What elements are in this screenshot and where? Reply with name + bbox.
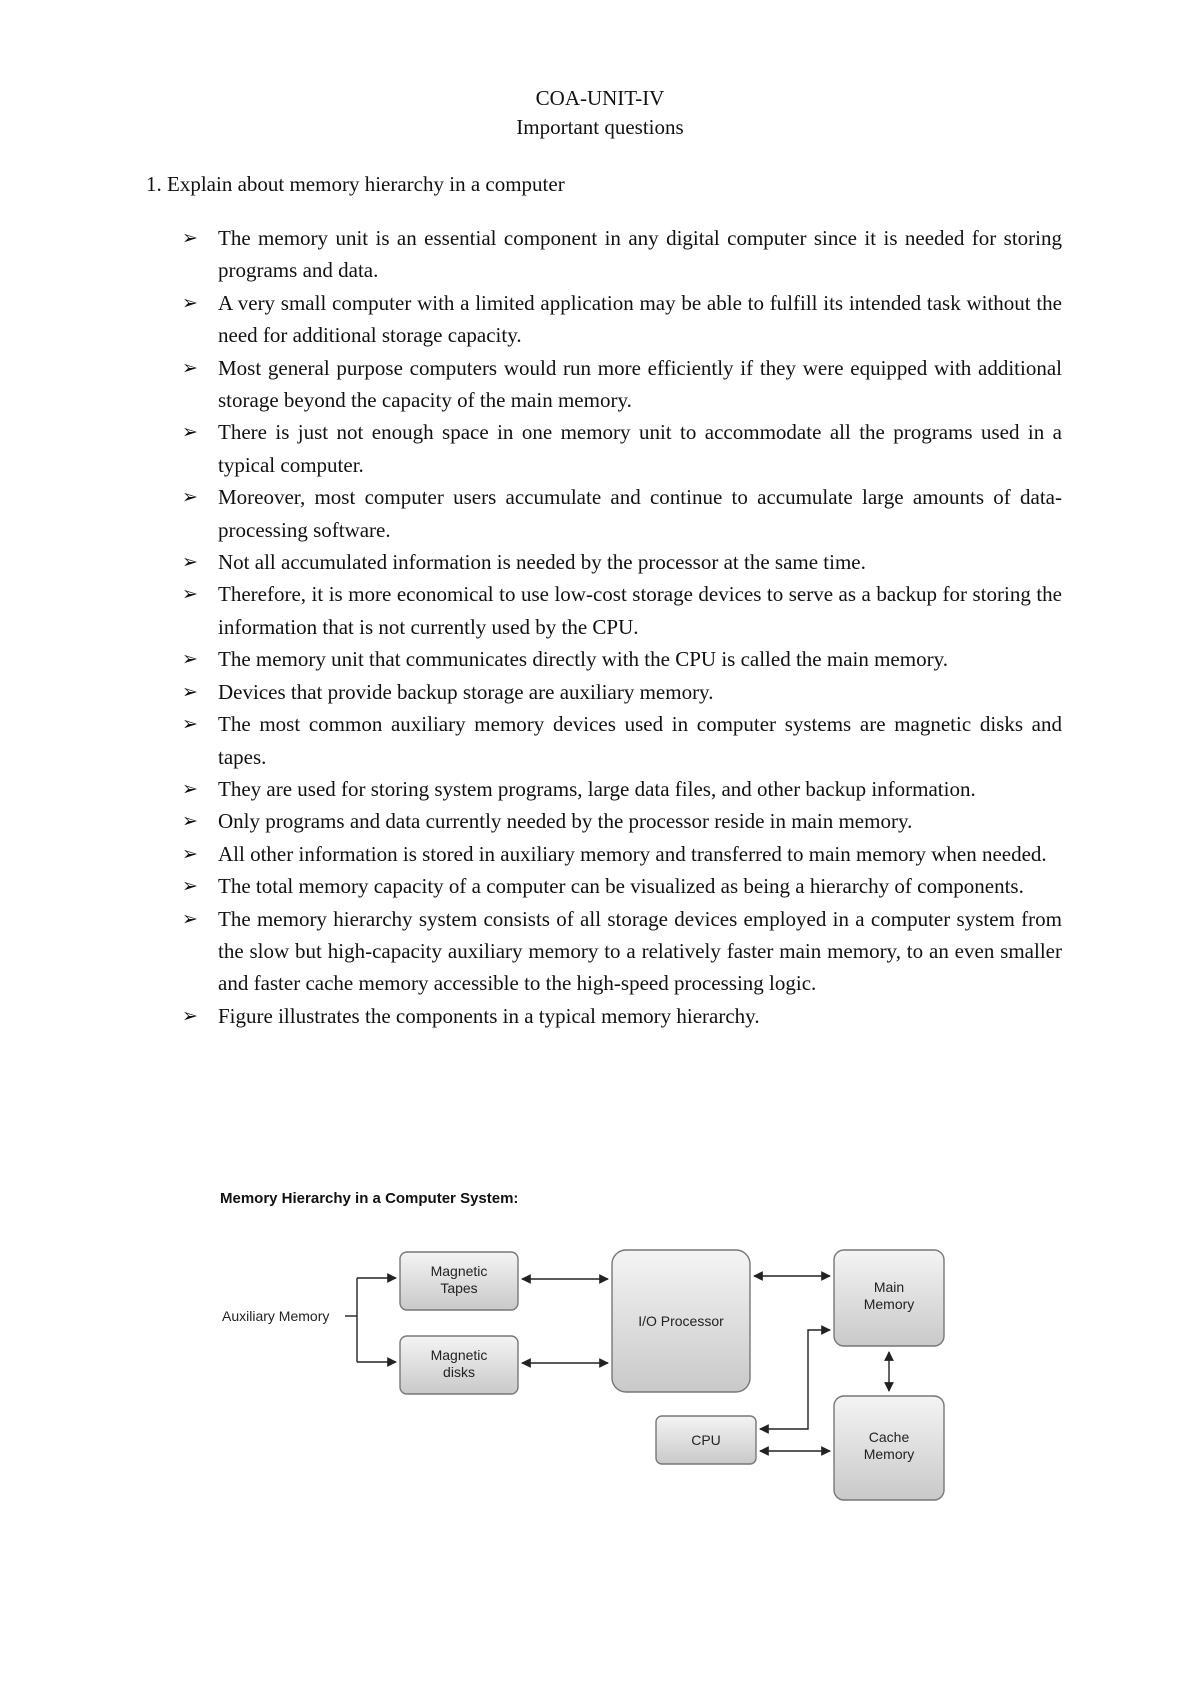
bullet-text: The memory hierarchy system consists of all storage devices employed in a computer system from the slow but high-capacity auxiliary memory to a relatively faster main memory, to an even smaller and faster cache memory accessible to the high-speed processing logic.: [218, 906, 1062, 996]
arrowhead-bullet-icon: ➢: [182, 907, 198, 930]
io-processor-node: [612, 1250, 750, 1392]
cpu-label: CPU: [691, 1432, 721, 1448]
cache-memory-node: [834, 1396, 944, 1500]
arrowhead-bullet-icon: ➢: [182, 1004, 198, 1027]
bullet-text: Devices that provide backup storage are auxiliary memory.: [218, 679, 714, 704]
arrowhead-bullet-icon: ➢: [182, 777, 198, 800]
bullet-text: Moreover, most computer users accumulate and continue to accumulate large amounts of data-processing software.: [218, 485, 1062, 542]
bullet-item: [182, 1000, 1062, 1032]
arrowhead-bullet-icon: ➢: [182, 842, 198, 865]
main-memory-label-1: Main: [873, 1279, 905, 1295]
cpu-main-memory-arrow: [760, 1330, 830, 1429]
bullet-list: [182, 222, 1062, 1032]
main-memory-label-2: Memory: [863, 1296, 915, 1312]
bullet-text: There is just not enough space in one memory unit to accommodate all the programs used in a typical computer.: [218, 420, 1062, 477]
bullet-item: [182, 222, 1062, 287]
arrowhead-bullet-icon: ➢: [182, 810, 198, 833]
arrowhead-bullet-icon: ➢: [182, 291, 198, 314]
bullet-item: [182, 708, 1062, 773]
bullet-item: [182, 676, 1062, 708]
bullet-text: Figure illustrates the components in a typical memory hierarchy.: [218, 1003, 760, 1028]
arrowhead-bullet-icon: ➢: [182, 227, 198, 249]
disks-label-1: Magnetic: [430, 1347, 488, 1363]
tapes-label-1: Magnetic: [430, 1263, 488, 1279]
arrowhead-bullet-icon: ➢: [182, 583, 198, 606]
magnetic-disks-node: [400, 1336, 518, 1394]
auxiliary-memory-label: Auxiliary Memory: [222, 1308, 330, 1324]
bullet-item: [182, 481, 1062, 546]
bullet-text: The memory unit that communicates directly with the CPU is called the main memory.: [218, 647, 948, 672]
bullet-text: Most general purpose computers would run more efficiently if they were equipped with additional storage beyond the capacity of the main memory.: [218, 355, 1062, 413]
document-title: COA-UNIT-IV: [535, 86, 665, 110]
arrowhead-bullet-icon: ➢: [182, 875, 198, 898]
diagram-title: Memory Hierarchy in a Computer System:: [220, 1190, 519, 1207]
bullet-text: The most common auxiliary memory devices used in computer systems are magnetic disks and tapes.: [218, 712, 1062, 769]
bullet-text: A very small computer with a limited application may be able to fulfill its intended task without the need for additional storage capacity.: [218, 290, 1062, 348]
bullet-item: [182, 773, 1062, 805]
disks-label-2: disks: [443, 1364, 475, 1380]
bullet-text: Therefore, it is more economical to use low-cost storage devices to serve as a backup for storing the information that is not currently used by the CPU.: [218, 582, 1062, 639]
cache-memory-label-2: Memory: [863, 1446, 915, 1462]
document-subtitle: Important questions: [516, 115, 684, 139]
bullet-text: The total memory capacity of a computer can be visualized as being a hierarchy of components.: [218, 874, 1024, 899]
bullet-item: [182, 352, 1062, 417]
bullet-text: They are used for storing system programs, large data files, and other backup information.: [218, 776, 976, 801]
arrowhead-bullet-icon: ➢: [182, 421, 198, 444]
bullet-item: [182, 578, 1062, 643]
bullet-item: [182, 546, 1062, 578]
arrowhead-bullet-icon: ➢: [182, 680, 198, 703]
io-processor-label: I/O Processor: [638, 1313, 724, 1329]
question-heading: 1. Explain about memory hierarchy in a computer: [146, 172, 565, 196]
bullet-item: [182, 838, 1062, 870]
bullet-item: [182, 643, 1062, 675]
bullet-item: [182, 805, 1062, 837]
bullet-text: Not all accumulated information is needed by the processor at the same time.: [218, 550, 866, 575]
cpu-node: [656, 1416, 756, 1464]
main-memory-node: [834, 1250, 944, 1346]
magnetic-tapes-node: [400, 1252, 518, 1310]
arrowhead-bullet-icon: ➢: [182, 713, 198, 736]
bullet-text: The memory unit is an essential component in any digital computer since it is needed for storing programs and data.: [218, 226, 1062, 283]
bullet-text: All other information is stored in auxiliary memory and transferred to main memory when needed.: [218, 841, 1047, 866]
bullet-item: [182, 416, 1062, 481]
arrowhead-bullet-icon: ➢: [182, 486, 198, 509]
bullet-item: [182, 903, 1062, 1000]
cache-memory-label-1: Cache: [868, 1429, 910, 1445]
arrowhead-bullet-icon: ➢: [182, 648, 198, 671]
bullet-item: [182, 870, 1062, 902]
arrowhead-bullet-icon: ➢: [182, 551, 198, 574]
memory-hierarchy-diagram: [200, 1220, 960, 1520]
tapes-label-2: Tapes: [440, 1280, 478, 1296]
bullet-item: [182, 287, 1062, 352]
bullet-text: Only programs and data currently needed by the processor reside in main memory.: [218, 809, 913, 834]
arrowhead-bullet-icon: ➢: [182, 356, 198, 379]
